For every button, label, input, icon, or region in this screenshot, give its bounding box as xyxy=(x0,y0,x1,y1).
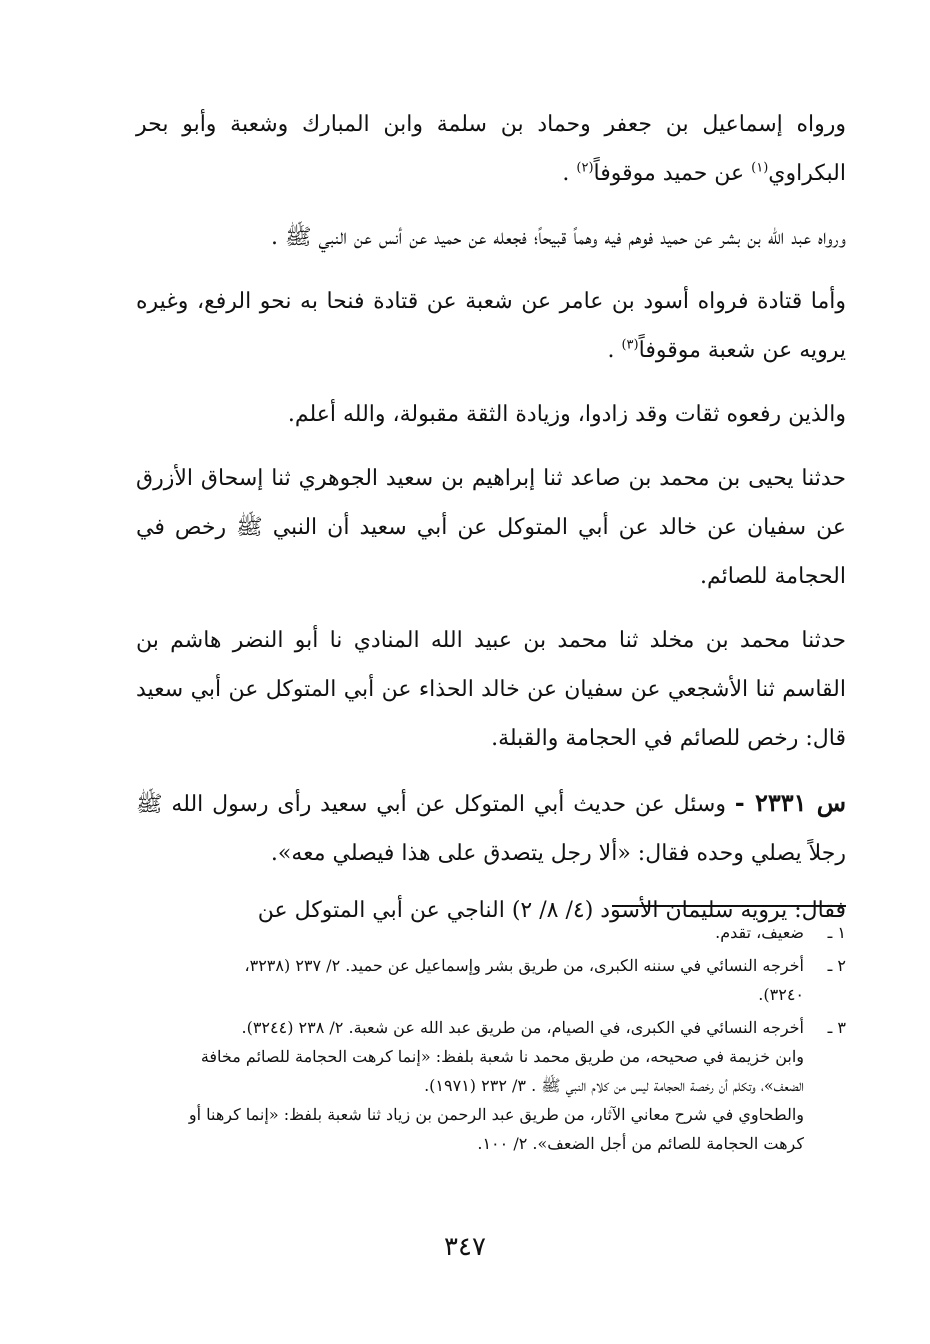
footnote-2 xyxy=(136,951,846,1009)
paragraph-2 xyxy=(136,213,846,262)
footnote-body xyxy=(136,1013,804,1158)
footnote-line: الضعف»، وتكلم أن رخصة الحجامة ليس من كلام النبي ﷺ . ٣/ ٢٣٢ (١٩٧١). xyxy=(424,1076,804,1095)
footnote-body xyxy=(136,918,804,947)
footnote-line: كرهت الحجامة للصائم من أجل الضعف». ٢/ ١٠٠. xyxy=(477,1134,804,1153)
paragraph-6 xyxy=(136,616,846,763)
paragraph-1 xyxy=(136,100,846,198)
footnote-1 xyxy=(136,918,846,947)
footnotes xyxy=(136,918,846,1162)
paragraph-2-text: ورواه عبد الله بن بشر عن حميد فوهم فيه وهماً قبيحاً؛ فجعله عن حميد عن أنس عن النبي ﷺ . xyxy=(271,225,846,250)
footnote-ref-2[interactable]: (٢) xyxy=(576,160,594,176)
footnote-number: ٣ ـ xyxy=(827,1018,846,1037)
paragraph-4 xyxy=(136,390,846,439)
paragraph-3-text-2: . xyxy=(607,338,622,363)
question-text: وسئل عن حديث أبي المتوكل عن أبي سعيد رأى رسول الله ﷺ رجلاً يصلي وحده فقال: «ألا رجل يتصدق على هذا فيصلي معه». xyxy=(136,792,846,866)
footnote-3 xyxy=(136,1013,846,1158)
paragraph-3 xyxy=(136,277,846,375)
paragraph-6-text: حدثنا محمد بن مخلد ثنا محمد بن عبيد الله المنادي نا أبو النضر هاشم بن القاسم ثنا الأشجعي عن سفيان عن خالد الحذاء عن أبي المتوكل عن أبي سعيد قال: رخص للصائم في الحجامة والقبلة. xyxy=(136,628,846,751)
main-text xyxy=(136,100,846,950)
footnote-line: ٣٢٤٠). xyxy=(758,985,804,1004)
paragraph-5 xyxy=(136,454,846,601)
footnote-line: أخرجه النسائي في الكبرى، في الصيام، من طريق عبد الله عن شعبة. ٢/ ٢٣٨ (٣٢٤٤). xyxy=(241,1018,804,1037)
paragraph-1-text-3: . xyxy=(562,161,577,186)
paragraph-1-text-2: عن حميد موقوفاً xyxy=(593,161,752,186)
question-number: س ٢٣٣١ - xyxy=(734,788,847,817)
answer-text: فقال: يرويه سليمان الأسود (٤/ ٨/ ٢) الناجي عن أبي المتوكل عن xyxy=(257,898,846,923)
footnote-line: والطحاوي في شرح معاني الآثار، من طريق عبد الرحمن بن زياد ثنا شعبة بلفظ: «إنما كرهنا أو xyxy=(188,1105,804,1124)
footnote-line: أخرجه النسائي في سننه الكبرى، من طريق بشر وإسماعيل عن حميد. ٢/ ٢٣٧ (٣٢٣٨، xyxy=(244,956,804,975)
footnote-line: وابن خزيمة في صحيحه، من طريق محمد نا شعبة بلفظ: «إنما كرهت الحجامة للصائم مخافة xyxy=(200,1047,804,1066)
footnote-line: ضعيف، تقدم. xyxy=(715,923,804,942)
paragraph-4-text: والذين رفعوه ثقات وقد زادوا، وزيادة الثقة مقبولة، والله أعلم. xyxy=(287,402,846,427)
paragraph-1-text: ورواه إسماعيل بن جعفر وحماد بن سلمة وابن المبارك وشعبة وأبو بحر البكراوي xyxy=(136,112,846,186)
footnote-ref-3[interactable]: (٣) xyxy=(621,337,639,353)
footnote-number: ١ ـ xyxy=(827,923,846,942)
page-number: ٣٤٧ xyxy=(444,1232,486,1262)
footnote-number: ٢ ـ xyxy=(827,956,846,975)
footnote-divider xyxy=(612,905,846,907)
footnote-body xyxy=(136,951,804,1009)
paragraph-3-text: وأما قتادة فرواه أسود بن عامر عن شعبة عن قتادة فنحا به نحو الرفع، وغيره يرويه عن شعبة موقوفاً xyxy=(136,289,846,363)
footnote-ref-1[interactable]: (١) xyxy=(751,160,769,176)
question-paragraph xyxy=(136,778,846,878)
paragraph-5-text: حدثنا يحيى بن محمد بن صاعد ثنا إبراهيم بن سعيد الجوهري ثنا إسحاق الأزرق عن سفيان عن خالد عن أبي المتوكل عن أبي سعيد أن النبي ﷺ رخص في الحجامة للصائم. xyxy=(136,466,846,589)
